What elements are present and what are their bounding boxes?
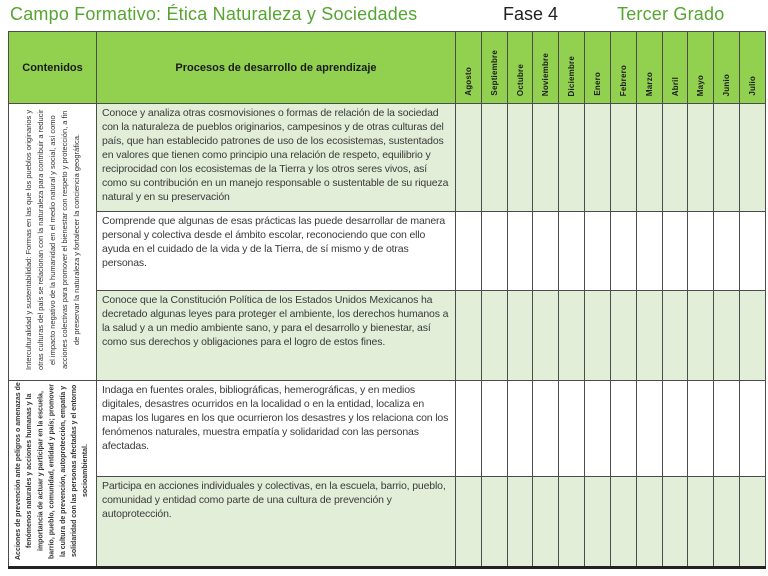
month-cell — [507, 212, 533, 291]
month-cell — [559, 104, 585, 212]
month-cell — [662, 104, 688, 212]
month-cell — [507, 291, 533, 381]
month-cell — [740, 381, 766, 477]
month-label: Octubre — [515, 63, 525, 96]
month-cell — [662, 477, 688, 568]
table-row — [9, 381, 766, 477]
month-cell — [456, 381, 482, 477]
table-row — [9, 212, 766, 291]
fase-label: Fase 4 — [503, 4, 559, 24]
month-cell — [585, 104, 611, 212]
month-label: Enero — [593, 72, 603, 96]
month-cell — [636, 104, 662, 212]
month-label: Julio — [748, 76, 758, 96]
month-label: Noviembre — [541, 52, 551, 96]
grado-label: Tercer Grado — [617, 4, 725, 24]
month-label: Junio — [722, 73, 732, 96]
col-header-month-mayo — [688, 32, 714, 104]
col-header-month-octubre — [507, 32, 533, 104]
month-cell — [533, 291, 559, 381]
month-cell — [559, 477, 585, 568]
month-cell — [688, 212, 714, 291]
month-label: Septiembre — [489, 50, 499, 96]
month-cell — [533, 104, 559, 212]
month-cell — [714, 291, 740, 381]
month-cell — [585, 477, 611, 568]
month-cell — [559, 381, 585, 477]
month-cell — [688, 381, 714, 477]
month-label: Marzo — [644, 71, 654, 96]
month-cell — [507, 381, 533, 477]
month-cell — [559, 291, 585, 381]
col-header-month-febrero — [610, 32, 636, 104]
month-cell — [585, 291, 611, 381]
month-cell — [507, 477, 533, 568]
month-cell — [585, 212, 611, 291]
table-header-row — [9, 32, 766, 104]
month-cell — [688, 104, 714, 212]
title-bar — [0, 0, 768, 30]
month-cell — [636, 212, 662, 291]
col-header-month-diciembre — [559, 32, 585, 104]
month-cell — [610, 212, 636, 291]
contenido-cell-acciones-prevencion — [9, 381, 97, 568]
month-cell — [636, 477, 662, 568]
page-title: Campo Formativo: Ética Naturaleza y Sociedades — [10, 4, 418, 24]
month-cell — [481, 104, 507, 212]
col-header-month-julio — [740, 32, 766, 104]
month-cell — [456, 477, 482, 568]
month-cell — [714, 477, 740, 568]
curriculum-planner-table — [8, 31, 766, 569]
month-label: Febrero — [618, 64, 628, 96]
month-cell — [662, 381, 688, 477]
contenido-text: Acciones de prevención ante peligros o amenazas de fenómenos naturales y acciones humanas y la importancia de actuar y participar en la escuela, barrio, pueblo, comunidad, entidad y país; promover la cultura de prevención, autoprotección, empatía y solidaridad con las personas afectadas y el entorno socioambiental. — [15, 382, 90, 560]
contenido-cell-interculturalidad — [9, 104, 97, 381]
month-cell — [688, 477, 714, 568]
month-label: Abril — [670, 76, 680, 96]
month-cell — [456, 212, 482, 291]
month-cell — [481, 381, 507, 477]
proceso-cell: Conoce que la Constitución Política de los Estados Unidos Mexicanos ha decretado algunas leyes para proteger el ambiente, los derechos humanos a la salud y a un medio ambiente sano, y para el desarrollo y bienestar, así como sus derechos y obligaciones para el logro de estos fines. — [97, 291, 456, 381]
month-cell — [533, 381, 559, 477]
month-cell — [688, 291, 714, 381]
month-cell — [559, 212, 585, 291]
col-header-month-septiembre — [481, 32, 507, 104]
proceso-cell: Comprende que algunas de esas prácticas las puede desarrollar de manera personal y colectiva desde el ámbito escolar, reconociendo que con ello ayuda en el cuidado de la vida y de la Tierra, de sí mismo y de otras personas. — [97, 212, 456, 291]
month-cell — [481, 477, 507, 568]
month-cell — [740, 477, 766, 568]
month-cell — [610, 477, 636, 568]
month-cell — [636, 291, 662, 381]
contenido-text: Interculturalidad y sustentabilidad: Formas en las que los pueblos originarios y otras culturas del país se relacionan con la naturaleza para contribuir a reducir el impacto negativo de la humanidad en el medio natural y social, así como acciones colectivas para promover el bienestar con respeto y protección, a fin de preservar la naturaleza y fortalecer la conciencia geográfica. — [23, 109, 81, 370]
table-row — [9, 291, 766, 381]
month-cell — [533, 212, 559, 291]
col-header-month-enero — [585, 32, 611, 104]
month-cell — [740, 291, 766, 381]
month-cell — [714, 381, 740, 477]
proceso-cell: Conoce y analiza otras cosmovisiones o formas de relación de la sociedad con la naturaleza de pueblos originarios, campesinos y de otras culturas del país, que han establecido patrones de uso de los ecosistemas, sustentados en valores que tienen como principio una relación de respeto, equilibrio y reciprocidad con los ecosistemas de la Tierra y los otros seres vivos, así como su contribución en un manejo responsable o sustentable de su riqueza natural y en su preservación — [97, 104, 456, 212]
month-cell — [740, 212, 766, 291]
month-cell — [481, 212, 507, 291]
month-cell — [714, 104, 740, 212]
month-cell — [610, 291, 636, 381]
month-cell — [456, 104, 482, 212]
col-header-month-agosto — [456, 32, 482, 104]
proceso-cell: Participa en acciones individuales y colectivas, en la escuela, barrio, pueblo, comunidad y entidad como parte de una cultura de prevención y autoprotección. — [97, 477, 456, 568]
month-cell — [714, 212, 740, 291]
month-cell — [610, 104, 636, 212]
table-row — [9, 104, 766, 212]
month-cell — [456, 291, 482, 381]
col-header-month-junio — [714, 32, 740, 104]
proceso-cell: Indaga en fuentes orales, bibliográficas, hemerográficas, y en medios digitales, desastres ocurridos en la localidad o en la entidad, localiza en mapas los lugares en los que ocurrieron los desastres y los relaciona con los fenómenos naturales, muestra empatía y solidaridad con las personas afectadas. — [97, 381, 456, 477]
month-cell — [585, 381, 611, 477]
month-cell — [507, 104, 533, 212]
col-header-procesos: Procesos de desarrollo de aprendizaje — [97, 32, 456, 104]
col-header-contenidos: Contenidos — [9, 32, 97, 104]
month-cell — [636, 381, 662, 477]
table-row — [9, 477, 766, 568]
col-header-month-abril — [662, 32, 688, 104]
month-label: Agosto — [463, 67, 473, 96]
month-cell — [481, 291, 507, 381]
month-cell — [662, 291, 688, 381]
month-cell — [740, 104, 766, 212]
month-cell — [533, 477, 559, 568]
month-cell — [662, 212, 688, 291]
month-label: Diciembre — [567, 55, 577, 96]
month-cell — [610, 381, 636, 477]
col-header-month-marzo — [636, 32, 662, 104]
col-header-month-noviembre — [533, 32, 559, 104]
month-label: Mayo — [696, 74, 706, 96]
